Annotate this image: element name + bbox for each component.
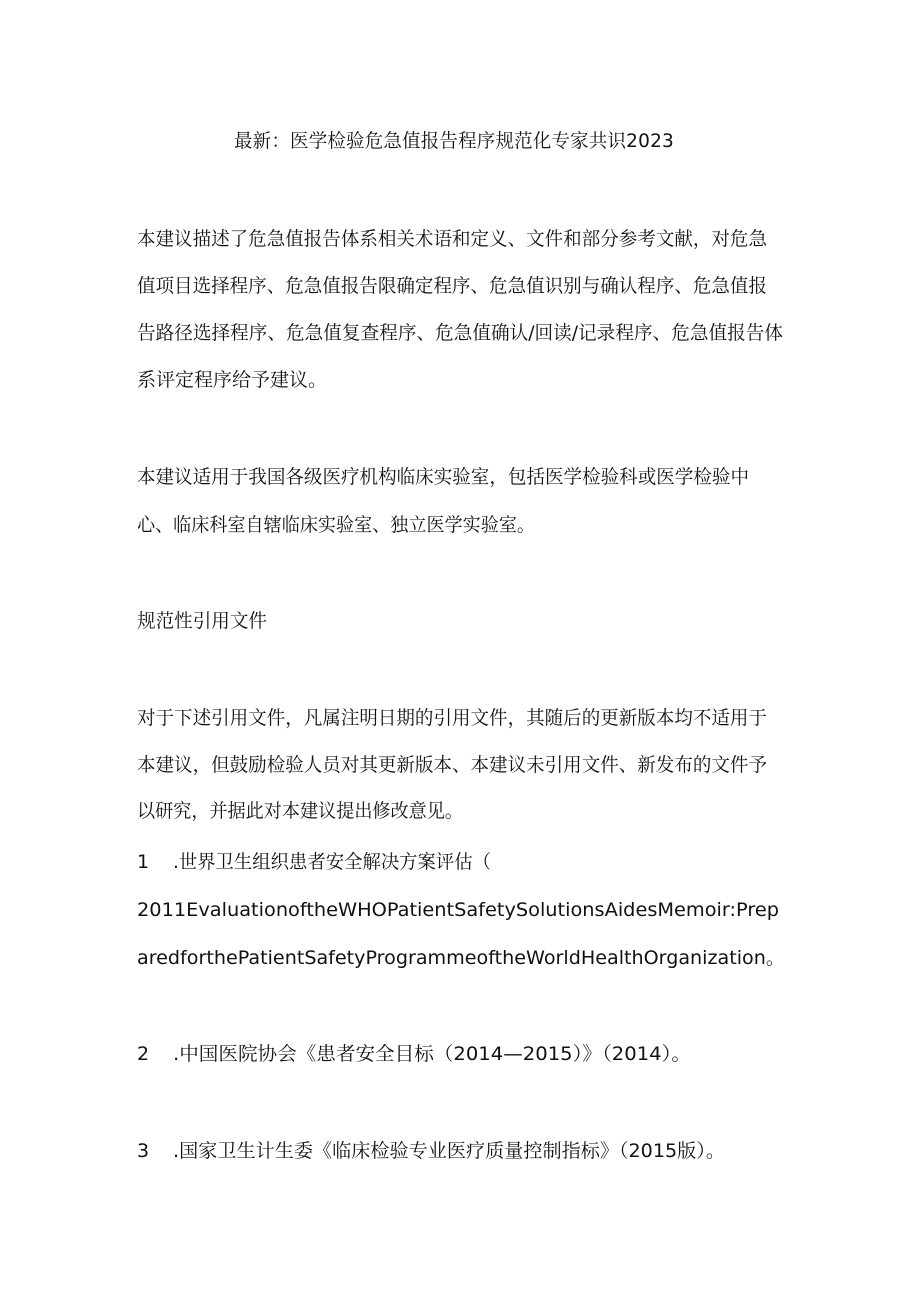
reference-1-line-1: .世界卫生组织患者安全解决方案评估（ bbox=[173, 851, 492, 873]
reference-3-line-1: .国家卫生计生委《临床检验专业医疗质量控制指标》（2015版）。 bbox=[173, 1140, 726, 1162]
reference-intro-line-3: 以研究，并据此对本建议提出修改意见。 bbox=[137, 800, 463, 822]
reference-1-line-2: 2011EvaluationoftheWHOPatientSafetySolutionsAidesMemoir:Prep bbox=[137, 899, 779, 921]
section-heading bbox=[137, 607, 270, 635]
scope-paragraph-line bbox=[137, 463, 764, 491]
reference-item-continuation bbox=[137, 896, 779, 924]
intro-line-2: 值项目选择程序、危急值报告限确定程序、危急值识别与确认程序、危急值报 bbox=[137, 275, 767, 297]
intro-line-3: 告路径选择程序、危急值复查程序、危急值确认/回读/记录程序、危急值报告体 bbox=[137, 322, 783, 344]
scope-paragraph-line bbox=[137, 511, 555, 539]
reference-item bbox=[137, 848, 502, 876]
intro-paragraph-line bbox=[137, 272, 783, 300]
document-title-text: 最新：医学检验危急值报告程序规范化专家共识2023 bbox=[233, 130, 674, 152]
intro-paragraph-line bbox=[137, 319, 796, 347]
intro-line-4: 系评定程序给予建议。 bbox=[137, 369, 327, 391]
intro-line-1: 本建议描述了危急值报告体系相关术语和定义、文件和部分参考文献，对危急 bbox=[137, 228, 767, 250]
scope-line-2: 心、临床科室自辖临床实验室、独立医学实验室。 bbox=[137, 514, 535, 536]
reference-intro-line-2: 本建议，但鼓励检验人员对其更新版本、本建议未引用文件、新发布的文件予 bbox=[137, 754, 767, 776]
reference-number: 2 bbox=[137, 1043, 150, 1065]
reference-item bbox=[137, 1137, 726, 1165]
reference-paragraph-line bbox=[137, 797, 479, 825]
reference-2-line-1: .中国医院协会《患者安全目标（2014—2015）》（2014）。 bbox=[173, 1043, 692, 1065]
section-heading-text: 规范性引用文件 bbox=[137, 610, 267, 632]
reference-item-continuation bbox=[137, 944, 785, 972]
reference-paragraph-line bbox=[137, 704, 783, 732]
intro-paragraph-line bbox=[137, 225, 783, 253]
reference-1-line-3: aredforthePatientSafetyProgrammeoftheWorldHealthOrganization。 bbox=[137, 947, 785, 969]
reference-number: 1 bbox=[137, 851, 150, 873]
reference-number: 3 bbox=[137, 1140, 150, 1162]
intro-paragraph-line bbox=[137, 366, 327, 394]
scope-line-1: 本建议适用于我国各级医疗机构临床实验室，包括医学检验科或医学检验中 bbox=[137, 466, 749, 488]
document-title bbox=[0, 127, 920, 155]
reference-paragraph-line bbox=[137, 751, 783, 779]
reference-item bbox=[137, 1040, 692, 1068]
reference-intro-line-1: 对于下述引用文件，凡属注明日期的引用文件，其随后的更新版本均不适用于 bbox=[137, 707, 767, 729]
